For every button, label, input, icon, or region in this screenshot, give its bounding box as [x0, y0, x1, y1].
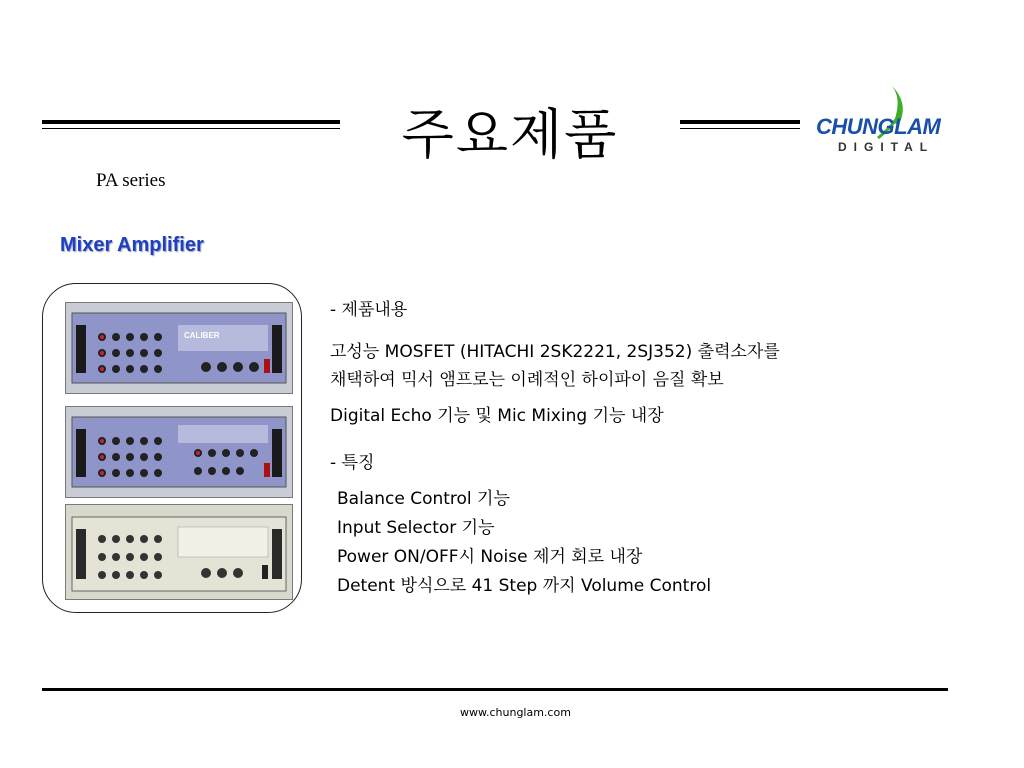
amplifier-unit-1	[65, 302, 293, 394]
section-label: PA series	[96, 170, 166, 191]
product-info-label: - 제품내용	[330, 300, 408, 320]
product-photo	[42, 283, 302, 613]
footer-url: www.chunglam.com	[460, 706, 571, 719]
product-heading: Mixer Amplifier	[60, 234, 204, 256]
logo-wordmark: CHUNGLAM	[816, 114, 941, 139]
slide-title: 주요제품	[340, 100, 680, 170]
product-info-line-1: 고성능 MOSFET (HITACHI 2SK2221, 2SJ352) 출력소자를	[330, 342, 780, 362]
feature-item-1: Balance Control 기능	[337, 489, 510, 509]
bottom-rule	[42, 688, 948, 691]
amplifier-brand-label: CALIBER	[184, 331, 220, 340]
product-info-line-3: Digital Echo 기능 및 Mic Mixing 기능 내장	[330, 406, 664, 426]
amplifier-unit-2	[65, 406, 293, 498]
feature-item-2: Input Selector 기능	[337, 518, 495, 538]
feature-item-4: Detent 방식으로 41 Step 까지 Volume Control	[337, 576, 712, 596]
amplifier-unit-3	[65, 504, 293, 600]
feature-item-3: Power ON/OFF시 Noise 제거 회로 내장	[337, 547, 643, 567]
chunglam-logo	[808, 82, 968, 162]
product-info-line-2: 채택하여 믹서 앰프로는 이례적인 하이파이 음질 확보	[330, 370, 724, 390]
features-label: - 특징	[330, 453, 375, 473]
logo-subtitle: DIGITAL	[838, 140, 935, 154]
